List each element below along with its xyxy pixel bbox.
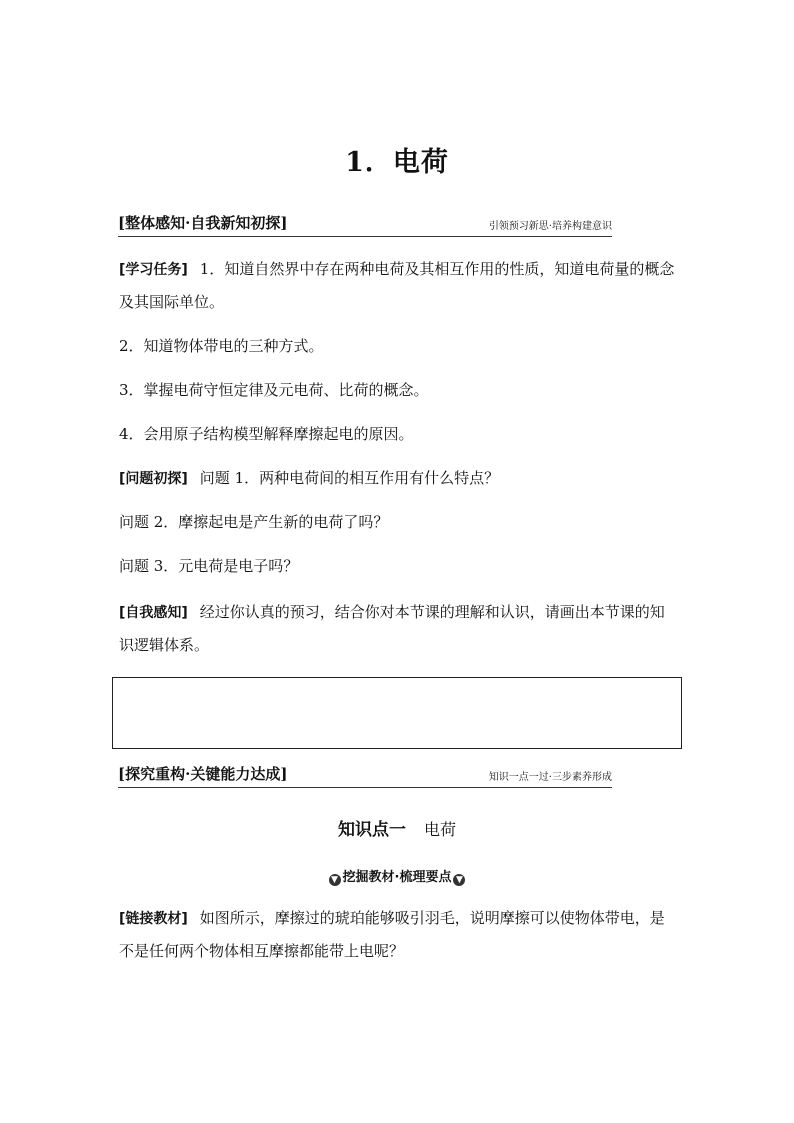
link-textbook-tag: [链接教材] <box>119 911 188 927</box>
chevron-down-icon: ▼ <box>453 874 465 886</box>
knowledge-point-heading <box>0 815 794 840</box>
sub-banner <box>0 866 794 886</box>
link-textbook <box>119 902 679 967</box>
section-header-subtitle: 引领预习新思·培养构建意识 <box>488 221 612 232</box>
self-perception-tag: [自我感知] <box>119 605 188 621</box>
question-2: 问题 2．摩擦起电是产生新的电荷了吗？ <box>119 513 389 531</box>
section-header-explore <box>118 761 612 788</box>
learning-task-1 <box>119 253 679 318</box>
question-1 <box>119 462 679 495</box>
chevron-down-icon: ▼ <box>329 874 341 886</box>
section-header-title: [探究重构·关键能力达成] <box>118 765 288 783</box>
knowledge-point-label: 知识点一 <box>337 820 406 840</box>
learning-task-2: 2．知道物体带电的三种方式。 <box>119 337 324 355</box>
learning-task-tag: [学习任务] <box>119 262 188 278</box>
page-title: 1．电荷 <box>345 147 449 178</box>
question-text: 问题 1．两种电荷间的相互作用有什么特点？ <box>199 469 500 487</box>
self-perception-text: 经过你认真的预习，结合你对本节课的理解和认识，请画出本节课的知识逻辑体系。 <box>119 603 665 654</box>
question-tag: [问题初探] <box>119 471 188 487</box>
section-header-subtitle: 知识一点一过·三步素养形成 <box>488 772 612 783</box>
learning-task-text: 1．知道自然界中存在两种电荷及其相互作用的性质，知道电荷量的概念及其国际单位。 <box>119 260 675 311</box>
section-header-overview <box>118 210 612 237</box>
knowledge-map-box <box>112 677 682 749</box>
sub-banner-text: 挖掘教材·梳理要点 <box>342 870 452 885</box>
knowledge-point-name: 电荷 <box>423 820 456 839</box>
link-textbook-text: 如图所示，摩擦过的琥珀能够吸引羽毛，说明摩擦可以使物体带电，是不是任何两个物体相互摩擦都能带上电呢？ <box>119 909 665 960</box>
self-perception <box>119 596 679 661</box>
learning-task-4: 4．会用原子结构模型解释摩擦起电的原因。 <box>119 425 414 443</box>
section-header-title: [整体感知·自我新知初探] <box>118 214 288 232</box>
learning-task-3: 3．掌握电荷守恒定律及元电荷、比荷的概念。 <box>119 381 429 399</box>
question-3: 问题 3．元电荷是电子吗？ <box>119 557 299 575</box>
